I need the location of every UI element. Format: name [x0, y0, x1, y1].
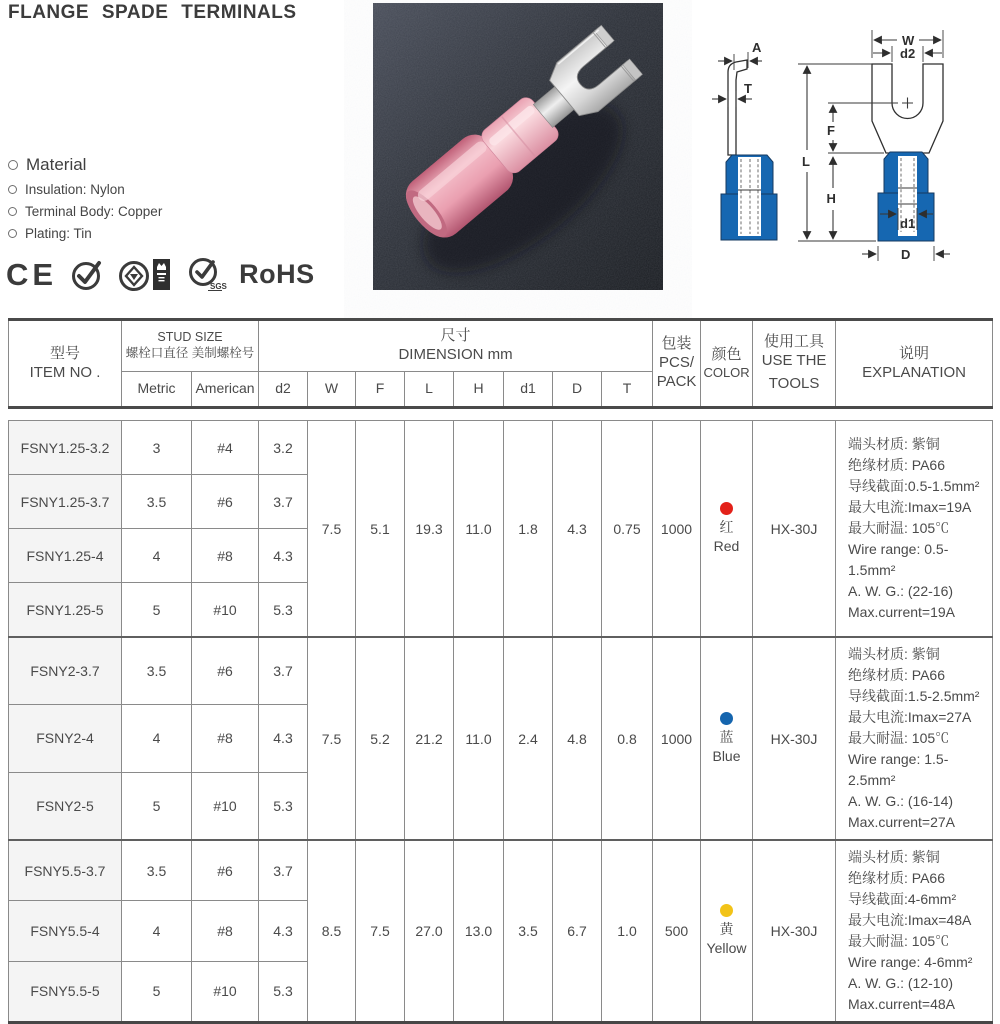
item-no-cell: FSNY1.25-5	[9, 583, 122, 638]
bullet-icon	[8, 160, 18, 170]
explanation-cell: 端头材质: 紫铜 绝缘材质: PA66 导线截面:1.5-2.5mm² 最大电流:Imax=27A 最大耐温: 105℃ Wire range: 1.5-2.5mm² A. W. G.: (16-14) Max.current=27A	[836, 637, 993, 840]
american-cell: #10	[192, 583, 259, 638]
H-cell: 11.0	[454, 637, 504, 840]
dim-label-L: L	[802, 154, 810, 169]
american-cell: #6	[192, 840, 259, 901]
L-cell: 27.0	[405, 840, 454, 1023]
item-no-cell: FSNY2-4	[9, 705, 122, 772]
american-cell: #6	[192, 637, 259, 705]
d2-cell: 5.3	[259, 772, 308, 840]
T-cell: 0.8	[602, 637, 653, 840]
d2-cell: 4.3	[259, 901, 308, 961]
spec-table-header	[8, 318, 993, 409]
american-cell: #6	[192, 475, 259, 529]
american-cell: #10	[192, 961, 259, 1022]
d1-cell: 2.4	[504, 637, 553, 840]
certifications-row	[6, 256, 315, 293]
d1-cell: 1.8	[504, 421, 553, 638]
item-no-cell: FSNY5.5-3.7	[9, 840, 122, 901]
material-item	[8, 182, 162, 197]
dim-label-A: A	[752, 40, 762, 55]
d2-cell: 5.3	[259, 961, 308, 1022]
col-header-metric: Metric	[122, 372, 192, 408]
d2-cell: 3.2	[259, 421, 308, 475]
col-header-d1: d1	[504, 372, 553, 408]
american-cell: #10	[192, 772, 259, 840]
color-swatch	[720, 904, 733, 917]
D-cell: 4.3	[553, 421, 602, 638]
color-cell	[701, 421, 753, 638]
col-header-dimension: 尺寸 DIMENSION mm	[259, 320, 653, 372]
H-cell: 11.0	[454, 421, 504, 638]
metric-cell: 3.5	[122, 475, 192, 529]
col-header-T: T	[602, 372, 653, 408]
table-row	[9, 421, 993, 475]
color-en: Yellow	[706, 940, 747, 956]
D-cell: 4.8	[553, 637, 602, 840]
col-header-L: L	[405, 372, 454, 408]
material-heading-row	[8, 155, 162, 175]
american-cell: #8	[192, 705, 259, 772]
color-zh: 红	[719, 518, 734, 535]
col-header-pack: 包装 PCS/ PACK	[653, 320, 701, 408]
col-header-H: H	[454, 372, 504, 408]
metric-cell: 3.5	[122, 840, 192, 901]
sgs-badge-icon	[186, 256, 226, 293]
dim-label-T: T	[744, 81, 752, 96]
d2-cell: 4.3	[259, 529, 308, 583]
material-item-label: Plating: Tin	[25, 226, 92, 241]
col-header-color: 颜色 COLOR	[701, 320, 753, 408]
d2-cell: 5.3	[259, 583, 308, 638]
T-cell: 0.75	[602, 421, 653, 638]
T-cell: 1.0	[602, 840, 653, 1023]
metric-cell: 5	[122, 772, 192, 840]
dim-label-d1: d1	[900, 216, 916, 231]
col-header-D: D	[553, 372, 602, 408]
dim-label-W: W	[902, 33, 915, 48]
d2-cell: 3.7	[259, 475, 308, 529]
dimension-diagram	[690, 18, 1000, 270]
weee-compliant-badge-icon	[70, 258, 104, 292]
col-header-stud-size: STUD SIZE 螺栓口直径 美制螺栓号	[122, 320, 259, 372]
W-cell: 7.5	[308, 637, 356, 840]
dim-label-d2: d2	[900, 46, 916, 61]
bullet-icon	[8, 207, 17, 216]
front-view	[798, 30, 950, 262]
color-en: Red	[713, 537, 740, 554]
d2-cell: 4.3	[259, 705, 308, 772]
pack-cell: 500	[653, 840, 701, 1023]
color-zh: 蓝	[719, 728, 734, 745]
tools-cell: HX-30J	[753, 637, 836, 840]
metric-cell: 4	[122, 705, 192, 772]
tools-cell: HX-30J	[753, 421, 836, 638]
material-heading: Material	[26, 155, 87, 174]
american-cell: #4	[192, 421, 259, 475]
L-cell: 19.3	[405, 421, 454, 638]
sgs-label: SGS	[210, 282, 227, 291]
american-cell: #8	[192, 529, 259, 583]
d2-cell: 3.7	[259, 637, 308, 705]
item-no-cell: FSNY2-5	[9, 772, 122, 840]
tools-cell: HX-30J	[753, 840, 836, 1023]
H-cell: 13.0	[454, 840, 504, 1023]
pack-cell: 1000	[653, 421, 701, 638]
american-cell: #8	[192, 901, 259, 961]
F-cell: 5.1	[356, 421, 405, 638]
quality-ukas-badge-icon	[117, 257, 173, 293]
L-cell: 21.2	[405, 637, 454, 840]
material-item	[8, 226, 162, 241]
item-no-cell: FSNY1.25-3.2	[9, 421, 122, 475]
explanation-cell: 端头材质: 紫铜 绝缘材质: PA66 导线截面:4-6mm² 最大电流:Imax=48A 最大耐温: 105℃ Wire range: 4-6mm² A. W. G.: (12-10) Max.current=48A	[836, 840, 993, 1023]
d2-cell: 3.7	[259, 840, 308, 901]
dim-label-H: H	[826, 191, 836, 206]
material-section	[8, 155, 162, 248]
color-cell	[701, 637, 753, 840]
F-cell: 5.2	[356, 637, 405, 840]
color-swatch	[720, 712, 733, 725]
side-view	[712, 40, 777, 240]
item-no-cell: FSNY1.25-3.7	[9, 475, 122, 529]
table-row	[9, 840, 993, 901]
metric-cell: 5	[122, 583, 192, 638]
item-no-cell: FSNY2-3.7	[9, 637, 122, 705]
item-no-cell: FSNY5.5-4	[9, 901, 122, 961]
color-en: Blue	[712, 747, 741, 764]
color-zh: 黄	[719, 921, 734, 938]
D-cell: 6.7	[553, 840, 602, 1023]
dim-label-D: D	[901, 247, 911, 262]
table-row	[9, 637, 993, 705]
bullet-icon	[8, 185, 17, 194]
pack-cell: 1000	[653, 637, 701, 840]
metric-cell: 4	[122, 901, 192, 961]
metric-cell: 5	[122, 961, 192, 1022]
col-header-american: American	[192, 372, 259, 408]
product-photo	[373, 3, 663, 290]
col-header-F: F	[356, 372, 405, 408]
item-no-cell: FSNY1.25-4	[9, 529, 122, 583]
F-cell: 7.5	[356, 840, 405, 1023]
metric-cell: 4	[122, 529, 192, 583]
explanation-cell: 端头材质: 紫铜 绝缘材质: PA66 导线截面:0.5-1.5mm² 最大电流:Imax=19A 最大耐温: 105℃ Wire range: 0.5-1.5mm² A. W. G.: (22-16) Max.current=19A	[836, 421, 993, 638]
d1-cell: 3.5	[504, 840, 553, 1023]
item-no-cell: FSNY5.5-5	[9, 961, 122, 1022]
spec-table-body	[8, 420, 993, 1024]
ce-mark-icon: CE	[6, 256, 58, 292]
col-header-tools: 使用工具 USE THE TOOLS	[753, 320, 836, 408]
col-header-W: W	[308, 372, 356, 408]
dim-label-F: F	[827, 123, 835, 138]
material-item-label: Terminal Body: Copper	[25, 204, 163, 219]
metric-cell: 3.5	[122, 637, 192, 705]
material-item	[8, 204, 162, 219]
W-cell: 7.5	[308, 421, 356, 638]
col-header-explanation: 说明 EXPLANATION	[836, 320, 993, 408]
rohs-mark-icon: RoHS	[239, 259, 315, 289]
material-item-label: Insulation: Nylon	[25, 182, 125, 197]
bullet-icon	[8, 229, 17, 238]
col-header-d2: d2	[259, 372, 308, 408]
color-cell	[701, 840, 753, 1023]
page-title: FLANGE SPADE TERMINALS	[8, 2, 297, 23]
metric-cell: 3	[122, 421, 192, 475]
W-cell: 8.5	[308, 840, 356, 1023]
col-header-item-no: 型号 ITEM NO .	[9, 320, 122, 408]
color-swatch	[720, 502, 733, 515]
